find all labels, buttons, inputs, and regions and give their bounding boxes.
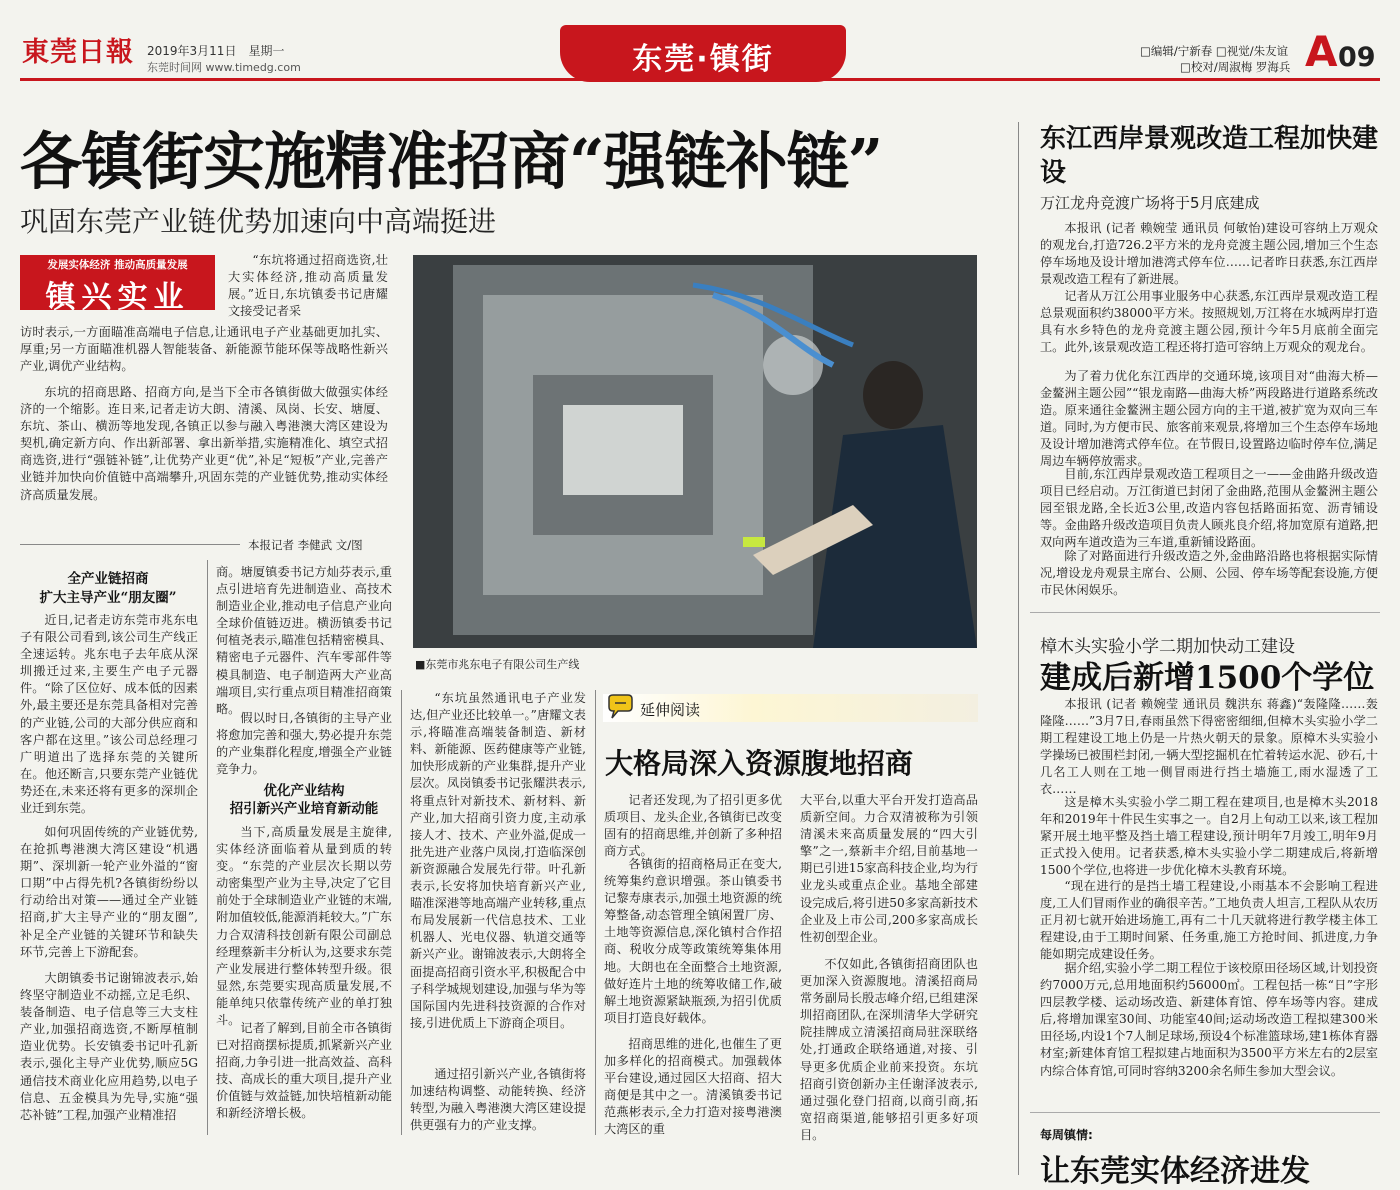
right-story2-kicker: 樟木头实验小学二期加快动工建设 (1040, 637, 1295, 657)
sidebar-colA-paragraph-3: 招商思维的进化,也催生了更加多样化的招商模式。加强载体平台建设,通过园区大招商、招大商便是其中之一。清溪镇委书记范燕彬表示,全力打造对接粤港澳大湾区的重 (604, 1037, 782, 1137)
right-story1-headline: 东江西岸景观改造工程加快建设 (1040, 124, 1379, 188)
sidebar-colB-paragraph-2: 不仅如此,各镇街招商团队也更加深入资源腹地。清溪招商局常务副局长殷志峰介绍,已组建深圳招商团队,在深圳清华大学研究院挂牌成立清溪招商局驻深联络处,打通政企联络通道,对接、引导更多优质企业前来投资。东坑招商引资创新办主任谢泽波表示,通过强化登门招商,以商引商,拓宽招商渠道,能够招引更多好项目。 (800, 957, 978, 1142)
page-letter: A (1305, 27, 1338, 76)
series-badge-tagline: 发展实体经济 推动高质量发展 (47, 259, 188, 271)
col3-paragraph-2: 通过招引新兴产业,各镇街将加速结构调整、动能转换、经济转型,为融入粤港澳大湾区建设提供更强有力的产业支撑。 (410, 1067, 586, 1133)
factory-photo-illustration (413, 255, 977, 648)
right-story2-paragraph-3: “现在进行的是挡土墙工程建设,小雨基本不会影响工程进度,工人们冒雨作业的确很辛苦。”工地负责人坦言,工程队从农历正月初七就开始进场施工,再有二十几天就将进行教学楼主体工程建设,由于工期时间紧、任务重,施工方抢时间、抓进度,力争能如期完成建设任务。 (1040, 879, 1378, 962)
right-story1-subhead: 万江龙舟竞渡广场将于5月底建成 (1040, 194, 1260, 212)
factory-photo (413, 255, 977, 648)
col3-paragraph-1: “东坑虽然通讯电子产业发达,但产业还比较单一。”唐耀文表示,将瞄准高端装备制造、新材料、新能源、医药健康等产业链,加快形成新的产业集群,提升产业层次。凤岗镇委书记张耀洪表示,将重点针对新技术、新材料、新产业,加大招商引资力度,主动承接人才、技术、产业外溢,促成一批先进产业落户凤岗,打造临深创新资源融合发展先行带。叶孔新表示,长安将加快培育新兴产业,瞄准深港等地高端产业转移,重点布局发展新一代信息技术、工业机器人、光电仪器、轨道交通等新兴产业。谢锦波表示,大朗将全面提高招商引资水平,积极配合中子科学城规划建设,加强与华为等国际国内先进科技资源的合作对接,引进优质上下游商企项目。 (410, 691, 586, 1030)
right-story2-paragraph-1: 本报讯 (记者 赖婉莹 通讯员 魏洪东 蒋鑫)“轰隆隆……轰隆隆……”3月7日,春雨虽然下得密密细细,但樟木头实验小学二期工程建设工地上仍是一片热火朝天的景象。原樟木头实验小学操场已被围栏封闭,一辆大型挖掘机在忙着转运水泥、砂石,十几名工人则在工地一侧冒雨进行挡土墙施工,雨水湿透了工衣…… (1040, 697, 1378, 797)
photo-caption: ■东莞市兆东电子有限公司生产线 (415, 658, 580, 671)
speech-bubble-icon (606, 694, 636, 720)
sidebar-colA-paragraph-2: 各镇街的招商格局正在变大,统筹集约意识增强。茶山镇委书记黎寿康表示,加强土地资源的统筹整备,动态管理全镇闲置厂房、土地等资源信息,深化镇村合作招商、税收分成等政策统筹集体用地。大朗也在全面整合土地资源,做好连片土地的统筹收储工作,破解土地资源紧缺瓶颈,为招引优质项目打造良好载体。 (604, 857, 782, 1025)
right-story2-headline: 建成后新增1500个学位 (1040, 660, 1375, 696)
main-subhead: 巩固东莞产业链优势加速向中高端挺进 (20, 205, 497, 238)
weekly-label: 每周镇情: (1040, 1128, 1093, 1142)
sidebar-headline: 大格局深入资源腹地招商 (605, 747, 914, 780)
byline-rule (20, 544, 240, 545)
right-story2-paragraph-2: 这是樟木头实验小学二期工程在建项目,也是樟木头2018年和2019年十件民生实事之一。自2月上旬动工以来,该工程加紧开展土地平整及挡土墙工程建设,预计明年7月竣工,明年9月正式投入使用。记者获悉,樟木头实验小学二期建成后,将新增1500个学位,也将进一步优化樟木头教育环境。 (1040, 795, 1378, 878)
col1-paragraph-1: 近日,记者走访东莞市兆东电子有限公司看到,该公司生产线正全速运转。兆东电子去年底从深圳搬迁过来,主要生产电子元器件。“除了区位好、成本低的因素外,最主要还是东莞具备相对完善的产业链,公司的大部分供应商和客户都在这里。”该公司总经理刁广明道出了选择东莞的关键所在。他还断言,只要东莞产业链优势还在,未来还将有更多的深圳企业迁到东莞。 (20, 613, 198, 816)
col2-paragraph-3: 当下,高质量发展是主旋律,实体经济面临着从量到质的转变。“东莞的产业层次长期以劳动密集型产业为主导,决定了它目前处于全球制造业产业链的末端,附加值较低,能源消耗较大。”广东力合双清科技创新有限公司副总经理蔡新丰分析认为,这要求东莞产业发展进行整体转型升级。很显然,东莞要实现高质量发展,不能单纯只依靠传统产业的单打独斗。 (216, 825, 392, 1028)
right-column-divider (1018, 122, 1019, 1175)
column-divider (207, 560, 208, 1135)
col2-subheading-line1: 优化产业结构 (263, 783, 345, 799)
newspaper-logo: 東莞日報 (22, 37, 134, 68)
right-story2-paragraph-4: 据介绍,实验小学二期工程位于该校原田径场区域,计划投资约7000万元,总用地面积约56000㎡。工程包括一栋“日”字形四层教学楼、运动场改造、新建体育馆、停车场等内容。建成后,将增加课室30间、功能室40间;运动场改造工程拟建300米田径场,内设1个7人制足球场,预设4个标准篮球场,建1栋体育器材室;新建体育馆工程拟建占地面积为3500平方米左右的2层室内综合体育馆,可同时容纳3200余名师生参加大型会议。 (1040, 961, 1378, 1078)
right-story1-paragraph-3: 为了着力优化东江西岸的交通环境,该项目对“曲海大桥—金鳌洲主题公园”“银龙南路—曲海大桥”两段路进行道路系统改造。原来通往金鳌洲主题公园方向的主干道,被扩宽为双向三车道。同时,为方便市民、旅客前来观景,将增加三个生态停车场地及设计增加港湾式停车位。在节假日,设置路边临时停车位,满足周边车辆停放需求。 (1040, 369, 1378, 469)
section-name: 东莞·镇街 (632, 42, 774, 77)
col2-paragraph-4: 记者了解到,目前全市各镇街已对招商摆标提质,抓紧新兴产业招商,力争引进一批高效益、高科技、高成长的重大项目,提升产业价值链与效益链,加快培植新动能和新经济增长极。 (216, 1021, 392, 1121)
sidebar-colA-paragraph-1: 记者还发现,为了招引更多优质项目、龙头企业,各镇街已改变固有的招商思维,并创新了多种招商方式。 (604, 793, 782, 859)
lead-paragraph-part1: “东坑将通过招商选资,壮大实体经济,推动高质量发展。”近日,东坑镇委书记唐耀文接受记者采 (228, 253, 388, 319)
col1-paragraph-2: 如何巩固传统的产业链优势,在抢抓粤港澳大湾区建设“机遇期”、深圳新一轮产业外溢的“窗口期”中占得先机?各镇街纷纷以行动给出对策——通过全产业链招商,扩大主导产业的“朋友圈”,补足全产业链的关键环节和缺失环节,完善上下游配套。 (20, 825, 198, 959)
right-bottom-separator (1030, 1112, 1380, 1113)
column-divider (401, 690, 402, 1135)
page-number: 09 (1338, 42, 1376, 73)
extended-reading-label: 延伸阅读 (640, 701, 701, 719)
bottom-teaser-headline: 让东莞实体经济进发 (1040, 1154, 1310, 1189)
right-story1-paragraph-1: 本报讯 (记者 赖婉莹 通讯员 何敏怡)建设可容纳上万观众的观龙台,打造726.2平方米的龙舟竞渡主题公园,增加三个生态停车场地及设计增加港湾式停车位……记者昨日获悉,东江西岸景观改造工程有了新进展。 (1040, 221, 1378, 287)
byline: 本报记者 李健武 文/图 (248, 538, 363, 552)
col2-paragraph-2: 假以时日,各镇街的主导产业将愈加完善和强大,势必提升东莞的产业集群化程度,增强全产业链竞争力。 (216, 711, 392, 777)
lead-paragraph-2: 东坑的招商思路、招商方向,是当下全市各镇街做大做强实体经济的一个缩影。连日来,记者走访大朗、清溪、凤岗、长安、塘厦、东坑、茶山、横沥等地发现,各镇正以参与融入粤港澳大湾区建设为契机,确定新方向、作出新部署、拿出新举措,实施精准化、填空式招商选资,进行“强链补链”,让优势产业更“优”,补足“短板”产业,完善产业链并加快向价值链中高端攀升,巩固东莞的产业链优势,推动实体经济高质量发展。 (20, 385, 388, 502)
issue-date: 2019年3月11日 星期一 (147, 44, 285, 58)
lead-paragraph-part2: 访时表示,一方面瞄准高端电子信息,让通讯电子产业基础更加扎实、厚重;另一方面瞄准机器人智能装备、新能源节能环保等战略性新兴产业,调优产业结构。 (20, 325, 388, 374)
col2-subheading-line2: 招引新兴产业培育新动能 (229, 801, 379, 817)
series-badge-title: 镇兴实业 (45, 280, 190, 315)
right-story1-paragraph-2: 记者从万江公用事业服务中心获悉,东江西岸景观改造工程总景观面积约38000平方米。按照规划,万江将在水城两岸打造具有水乡特色的龙舟竞渡主题公园,预计今年5月底前全面完工。此外,该景观改造工程还将打造可容纳上万观众的观龙台。 (1040, 289, 1378, 355)
right-story1-paragraph-5: 除了对路面进行升级改造之外,金曲路沿路也将根据实际情况,增设龙舟观景主席台、公厕、公园、停车场等配套设施,方便市民休闲娱乐。 (1040, 549, 1378, 598)
col1-subheading-line1: 全产业链招商 (67, 571, 149, 587)
staff-credits-1: □编辑/宁新春 □视觉/朱友谊 (1140, 44, 1289, 58)
website[interactable]: 东莞时间网 www.timedg.com (147, 61, 301, 74)
col1-subheading-line2: 扩大主导产业“朋友圈” (39, 590, 177, 606)
col1-paragraph-3: 大朗镇委书记谢锦波表示,始终坚守制造业不动摇,立足毛织、装备制造、电子信息等三大支柱产业,加强招商选资,不断厚植制造业优势。长安镇委书记叶孔新表示,强化主导产业优势,顺应5G通信技术商业化应用趋势,以电子信息、五金模具为先导,实施“强芯补链”工程,加强产业精准招 (20, 971, 198, 1122)
right-story-separator (1030, 612, 1380, 613)
main-headline: 各镇街实施精准招商“强链补链” (20, 125, 883, 198)
masthead-rule (20, 78, 1380, 81)
right-story1-paragraph-4: 目前,东江西岸景观改造工程项目之一——金曲路升级改造项目已经启动。万江街道已封闭了金曲路,范围从金鳌洲主题公园至银龙路,全长近3公里,改造内容包括路面拓宽、沥青铺设等。金曲路升级改造项目负责人顾兆良介绍,将加宽原有道路,把双向两车道改造为三车道,重新铺设路面。 (1040, 467, 1378, 550)
sidebar-colB-paragraph-1: 大平台,以重大平台开发打造高品质新空间。力合双清被称为引领清溪未来高质量发展的“四大引擎”之一,蔡新丰介绍,目前基地一期已引进15家高科技企业,均为行业龙头或重点企业。基地全部建设完成后,将引进50多家高新技术企业及上市公司,200多家高成长性初创型企业。 (800, 793, 978, 944)
staff-credits-2: □校对/周淑梅 罗海兵 (1180, 60, 1291, 74)
col2-paragraph-1: 商。塘厦镇委书记方灿芬表示,重点引进培育先进制造业、高技术制造业企业,推动电子信息产业向全球价值链迈进。横沥镇委书记何植尧表示,瞄准包括精密模具、精密电子元器件、汽车零部件等模具制造、电子制造两大产业高端项目,实行重点项目精准招商策略。 (216, 565, 392, 716)
column-divider (595, 690, 596, 1135)
